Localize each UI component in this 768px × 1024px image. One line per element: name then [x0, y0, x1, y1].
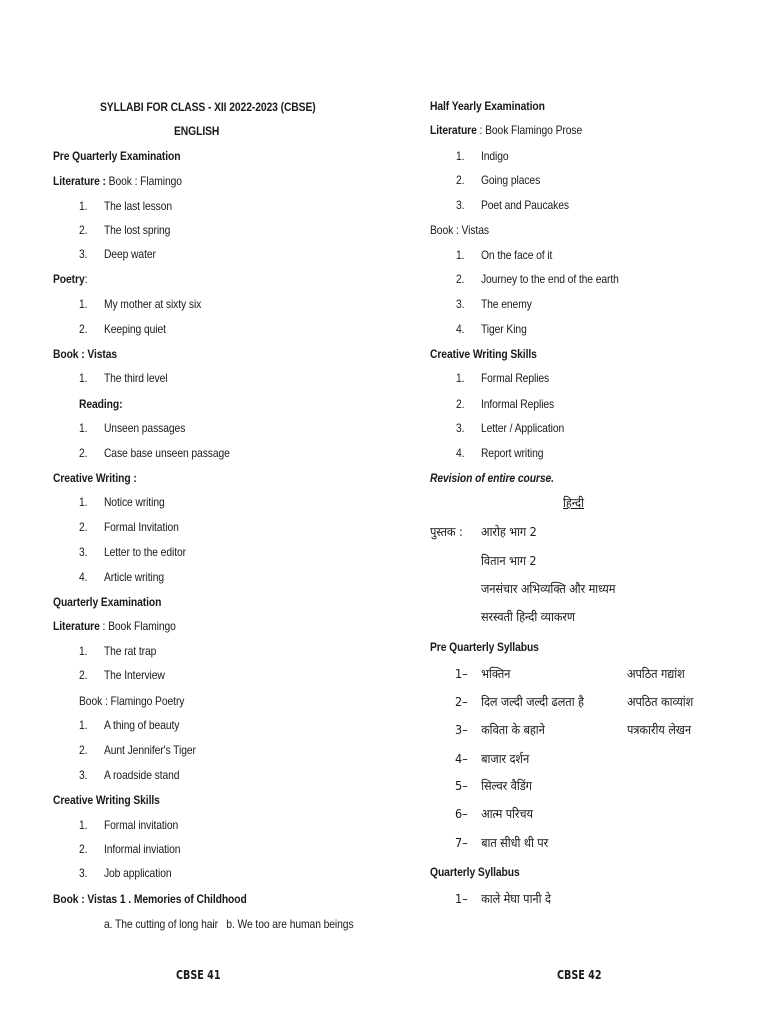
list-item-right: पत्रकारीय लेखन: [627, 722, 692, 737]
list-item: 2. Case base unseen passage: [79, 446, 230, 460]
list-item: 2. Informal Replies: [456, 397, 555, 411]
list-item: 2– दिल जल्दी जल्दी ढलता है: [455, 694, 584, 709]
list-item-right: अपठित गद्यांश: [627, 666, 685, 681]
pustak-label: पुस्तक :: [430, 524, 463, 539]
subject-heading: ENGLISH: [174, 124, 220, 138]
list-item: जनसंचार अभिव्यक्ति और माध्यम: [481, 581, 616, 596]
list-item: 1. Formal invitation: [79, 818, 179, 832]
list-item: 1. Notice writing: [79, 495, 165, 509]
literature-book: Book : Flamingo: [105, 174, 182, 188]
list-item: 2. Informal inviation: [79, 842, 181, 856]
list-item: 1– काले मेघा पानी दे: [455, 891, 551, 906]
literature-line: [53, 173, 182, 189]
list-item: 1. Unseen passages: [79, 421, 186, 435]
list-item: 3– कविता के बहाने: [455, 722, 545, 737]
list-item: आरोह भाग 2: [481, 524, 537, 539]
list-item: 3. Poet and Paucakes: [456, 198, 569, 212]
creative-writing-heading: Creative Writing :: [53, 471, 137, 485]
vistas1-heading: Book : Vistas 1 . Memories of Childhood: [53, 892, 247, 906]
r-creative-heading: Creative Writing Skills: [430, 347, 537, 361]
quarterly-heading: Quarterly Examination: [53, 595, 162, 609]
list-item: 4. Article writing: [79, 570, 165, 584]
list-item: 3. Letter to the editor: [79, 545, 186, 559]
list-item: 7– बात सीधी थी पर: [455, 835, 549, 850]
q-literature-line: Literature : Book Flamingo: [53, 619, 176, 633]
list-item: 5– सिल्वर वैडिंग: [455, 778, 532, 793]
half-yearly-heading: Half Yearly Examination: [430, 99, 545, 113]
list-item: 2. Aunt Jennifer's Tiger: [79, 743, 196, 757]
list-item: 1. The rat trap: [79, 644, 157, 658]
q-poetry-heading: Book : Flamingo Poetry: [79, 694, 185, 708]
pre-quarterly-heading: Pre Quarterly Examination: [53, 149, 181, 163]
list-item: 1. My mother at sixty six: [79, 297, 202, 311]
r-literature-line: Literature : Book Flamingo Prose: [430, 123, 583, 137]
list-item: 3. Deep water: [79, 247, 156, 261]
list-item: 2. Formal Invitation: [79, 520, 179, 534]
q-creative-heading: Creative Writing Skills: [53, 793, 160, 807]
list-item: 4– बाजार दर्शन: [455, 751, 530, 766]
list-item: 1. Formal Replies: [456, 371, 550, 385]
list-item: 1. Indigo: [456, 149, 509, 163]
page-number-right: CBSE 42: [557, 968, 602, 982]
list-item: 3. Job application: [79, 866, 172, 880]
pre-quarterly-syllabus-heading: Pre Quarterly Syllabus: [430, 640, 539, 654]
list-item: 3. The enemy: [456, 297, 532, 311]
reading-heading: Reading:: [79, 397, 123, 411]
list-item: 2. Going places: [456, 173, 541, 187]
list-item: 2. The Interview: [79, 668, 165, 682]
list-item: 4. Report writing: [456, 446, 544, 460]
list-item: 3. Letter / Application: [456, 421, 565, 435]
list-item: 2. The lost spring: [79, 223, 171, 237]
list-item: 2. Keeping quiet: [79, 322, 166, 336]
poetry-heading: Poetry:: [53, 272, 88, 286]
vistas-heading: Book : Vistas: [53, 347, 118, 361]
hindi-title: हिन्दी: [563, 495, 584, 510]
r-vistas-heading: Book : Vistas: [430, 223, 489, 237]
quarterly-syllabus-heading: Quarterly Syllabus: [430, 865, 520, 879]
list-item: 1. A thing of beauty: [79, 718, 180, 732]
list-item: 1. On the face of it: [456, 248, 553, 262]
document-title: SYLLABI FOR CLASS - XII 2022-2023 (CBSE): [100, 100, 316, 114]
page-number-left: CBSE 41: [176, 968, 221, 982]
literature-label: Literature :: [53, 174, 106, 188]
list-item: वितान भाग 2: [481, 553, 537, 568]
list-item: 1. The last lesson: [79, 199, 173, 213]
list-item-right: अपठित काव्यांश: [627, 694, 694, 709]
revision-note: Revision of entire course.: [430, 471, 554, 485]
list-item: 1. The third level: [79, 371, 168, 385]
list-item: 2. Journey to the end of the earth: [456, 272, 619, 286]
list-item: 1– भक्तिन: [455, 666, 511, 681]
vistas1-chapters: a. The cutting of long hair b. We too are human beings: [104, 917, 354, 931]
list-item: 4. Tiger King: [456, 322, 527, 336]
list-item: 3. A roadside stand: [79, 768, 180, 782]
list-item: सरस्वती हिन्दी व्याकरण: [481, 609, 575, 624]
list-item: 6– आत्म परिचय: [455, 806, 533, 821]
